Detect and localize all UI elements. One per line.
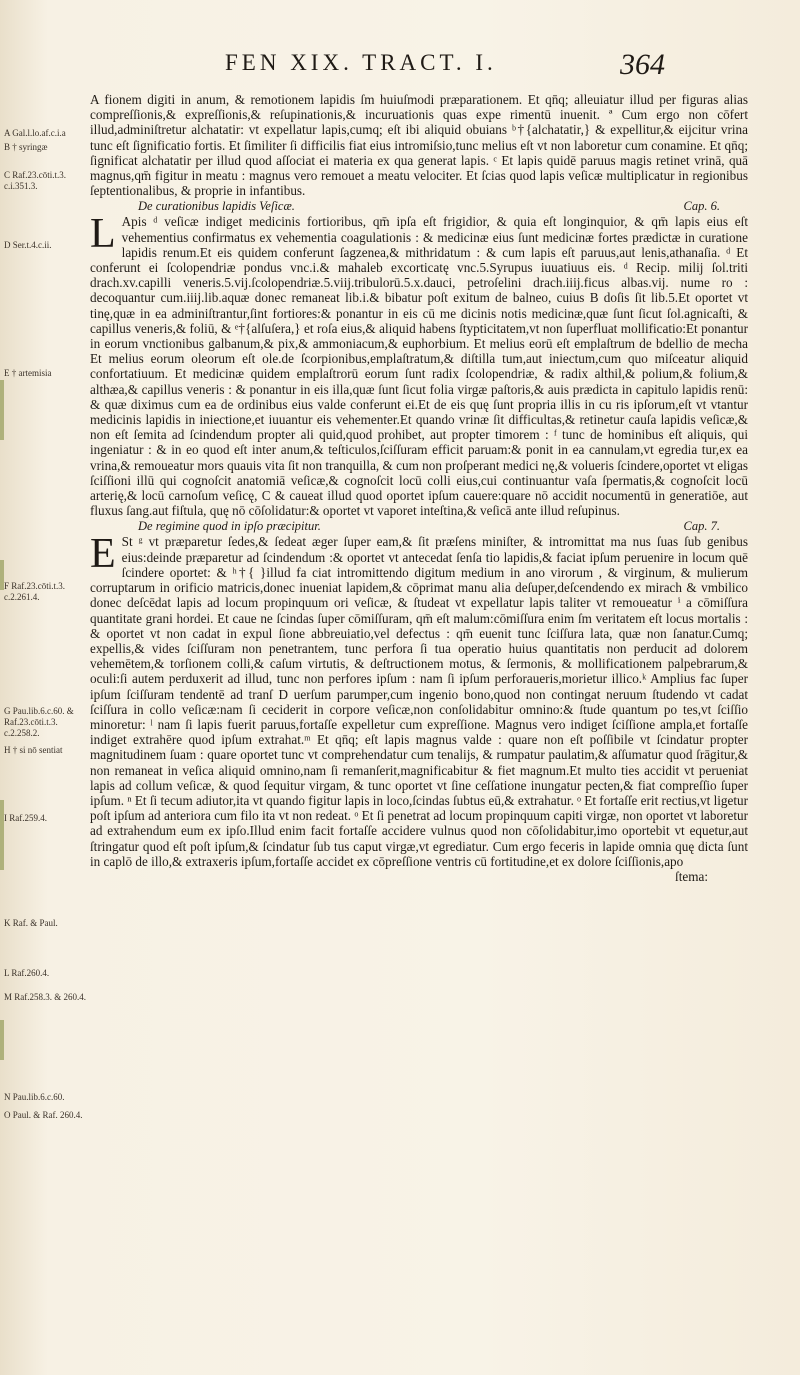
page-number: 364 xyxy=(620,48,665,81)
margin-note: H † si nō sentiat xyxy=(4,745,63,755)
paragraph xyxy=(90,211,748,519)
margin-note: L Raf.260.4. xyxy=(4,968,50,978)
chapter-number: Cap. 7. xyxy=(683,519,720,534)
chapter-heading xyxy=(90,518,748,534)
margin-note: K Raf. & Paul. xyxy=(4,918,58,928)
margin-note: O Paul. & Raf. 260.4. xyxy=(4,1110,83,1120)
page-edge-stain xyxy=(0,800,4,870)
chapter-heading xyxy=(90,198,748,214)
drop-cap: E xyxy=(90,531,116,578)
paragraph xyxy=(90,531,748,869)
chapter-title: De curationibus lapidis Veſicæ. xyxy=(138,199,295,214)
paragraph-text: St ᵍ vt præparetur ſedes,& ſedeat æger ſuper eam,& ſit præſens miniſter, & intromittat ma nus ſuas ſub genibus eius:deinde præparetur ad ſcindendum :& oportet vt antecedat ſenſa tio lapidis,& faciat ipſum peruenire in locum quē ſcindere oportet: & ʰ†{ }illud fa ciat intromittendo digitum medium in ano virorum , & virginum, & mulierum corruptarum in orificio matricis,donec inueniat lapidem,& cōprimat manu alia deſuper,deſcendendo ex mirach & vmbilico donec deſcēdat lapis ad locum propinquum ori veſicæ, & ſtudeat vt expellatur lapis taliter vt remoueatur ⁱ a cōmiſſura quantitate grani hordei. Et caue ne ſcindas ſuper cōmiſſuram, qm̄ eſt malum:cōmiſſura enim ſm veritatem eſt locus mortalis : & oportet vt non cadat in expul ſione abbreuiatio,vel defectus : qm̄ euenit tunc ſciſſura lata, quæ non ſanatur.Cumq; expellis,& vides ſciſſuram non penetrantem, tunc perfora ſi tua operatio huius quantitatis non perducit ad dolorem vehemētem,& torſionem colli,& caſum virtutis, & deſtructionem motus, & ſermonis, & mollificationem palpebrarum,& oculi:ſi autem perduxerit ad illud, tunc non perfores ipſum : nam ſi ipſum perforaueris,morietur illico.ᵏ Amplius fac ſuper ipſum ſciſſuram tendentē ad tranſ D uerſum parumper,cum ingenio bono,quod non contingat neruum ſtudendo vt cadat ſciſſura in collo veſicæ:nam ſi ceciderit in corpore veſicæ,non conſolidabitur omnino:& ſtude quantum po tes,vt ſciſſio minoretur: ˡ nam ſi lapis fuerit paruus,fortaſſe expelletur cum expreſſione. Magnus vero indiget ſciſſione ampla,et fortaſſe indiget extrahēre quod ipſum extrahat.ᵐ Et qn̄q; eſt lapis magnus valde : quare non eſt poſſibile vt ſcindatur propter magnitudinem ſuam : quare oportet tunc vt comprehendatur cum tenalijs, & rumpatur paulatim,& aſſumatur quod ſrāgitur,& non remaneat in veſica aliquid omnino,nam ſi remanſerit,magnificabitur & fiet magnum.Et multo ties accidit vt perueniat lapis ad collum veſicæ, & quod ſequitur virgam, & tunc oportet vt ſine ceſſatione inungatur pecten,& fiat compreſſio ſuper ipſum. ⁿ Et ſi tecum adiutor,ita vt quando figitur lapis in loco,ſcindas ſubtus eū,& extrahatur. ᵒ Et fortaſſe erit rectius,vt ligetur poſt ipſum ad anteriora cum filo ita vt non redeat. ᵒ Et ſi penetrat ad locum propinquum capiti virgæ, non oportet vt laboretur ad extrahendum eum ex ipſo.Illud enim facit fortaſſe accidere vulnus quod non cōſolidabitur,imo oportebit vt equetur,aut ſtringatur quod eſt poſt ipſum,& ſcindatur ſub tus caput virgæ,vt egrediatur. Cum ergo feceris in lapide omnia quę dicta ſunt in caplō de illo,& extraxeris ipſum,fortaſſe accidet ex cōpreſſione ventris cū fortitudine,et ex dolore ſciſſionis,apo xyxy=(90,534,748,869)
margin-note: D Ser.t.4.c.ii. xyxy=(4,240,52,250)
catchword: ſtema: xyxy=(675,868,708,884)
chapter-number: Cap. 6. xyxy=(683,199,720,214)
margin-note: N Pau.lib.6.c.60. xyxy=(4,1092,65,1102)
page-edge-stain xyxy=(0,380,4,440)
margin-note: B † syringæ xyxy=(4,142,48,152)
margin-note: A Gal.l.lo.af.c.i.a xyxy=(4,128,66,138)
margin-note: E † artemisia xyxy=(4,368,52,378)
running-head: FEN XIX. TRACT. I. xyxy=(225,50,497,75)
margin-note: I Raf.259.4. xyxy=(4,813,47,823)
margin-note: F Raf.23.cōti.t.3. c.2.261.4. xyxy=(4,581,65,602)
margin-note: M Raf.258.3. & 260.4. xyxy=(4,992,86,1002)
drop-cap: L xyxy=(90,211,116,258)
paragraph: A fionem digiti in anum, & remotionem lapidis ſm huiuſmodi præparationem. Et qn̄q; alleuiatur illud per figuras alias compreſſionis,& expreſſionis,& reſupinationis,& incuruationis quas expe rimentū inuenit. ª Cum ergo non cōfert illud,adminiſtretur alchatatir: vt expellatur lapis,cumq; eſt ibi aliquid obuians ᵇ†{alchatatir,} & expellitur,& eijcitur vrina tunc eſt ſignificatio fortis. Et ſimiliter ſi difficilis fiat eius intromiſsio,tunc melius eſt vt non laboretur cum conamine. Et qn̄q; ſignificat alchatatir per illud quod aſſociat ei materia ex qua generat lapis. ᶜ Et lapis quidē paruus magis retinet vrinā, quā magnus,qm̄ figitur in meatu : magnus vero remouet a meatu velociter. Et ſcias quod lapis veſicæ multiplicatur in regionibus ſeptentionalibus, & proprie in infantibus. xyxy=(90,92,748,199)
page-edge-stain xyxy=(0,1020,4,1060)
chapter-title: De regimine quod in ipſo præcipitur. xyxy=(138,519,321,534)
main-text xyxy=(90,92,748,884)
paragraph-text: Apis ᵈ veſicæ indiget medicinis fortioribus, qm̄ ipſa eſt frigidior, & quia eſt longinquior, & qm̄ lapis eius eſt vehementius confirmatus ex vehementia coagulationis : & medicinæ eius ſunt medicinæ fortes prædictæ in curatione lapidis renum.Et eis quidem conferunt ſagzenea,& mithridatum : & cum lapis eſt paruus,aut lenis,athanaſia. ᵈ Et conferunt ei ſcolopendriæ pondus vnc.i.& mahaleb excorticatę vnc.5.Syrupus iuuatiuus eis. ᵈ Recip. milij ſol.triti drach.xv.capilli veneris.5.vij.ſcolopendriæ.5.viij.tribulorū.5.x.dauci, petroſelini drach.iiij.ficus albas.vij. nume ro : decoquantur cum.iiij.lib.aquæ donec remaneat lib.i.& bibatur poſt exitum de balneo, cuius B doſis ſit lib.5.Et oportet vt tinę,quæ in ea adminiſtrantur,ſint fortiores:& ponantur in eis cū me dicinis notis medicinæ,quæ ſunt ſicut ſol.agnicaſti, & capillus veneris,& foliū, & ᵉ†{alſuſera,} et roſa eius,& aliquid habens ſtypticitatem,vt non ſuperfluat mollificatio:Et ponantur in eorum vnctionibus galbanum,& pix,& ammoniacum,& euphorbium. Et melius eorū eſt emplaſtrum de bdellio de mecha Et melius eorum oleorum eſt ole.de ſcorpionibus,emplaſtratum,& diſtilla tum,aut iniectum,cum quo miſceatur aliquid confortatiuum. Et medicinæ quidem emplaſtrorū eorum ſunt radix ſcolopendriæ, & radix althil,& polium,& folium,& althæa,& capillus veneris : & ponantur in eis illa,quæ ſunt ſicut folia virgæ paſtoris,& auis prædicta in capitulo lapidis renū: & quæ diximus cum ea de ordinibus eius valde conferunt ei.Et de eis quę ſunt propria illis in cu ris ipſorum,eſt vt vtantur medicinis lapidis in iniectione,et iuuantur eis vehementer.Et quando vrinæ ſit difficultas,& retinetur cauſa lapidis veſicæ,& non eſt ſemita ad ſcindendum propter ali quid,quod prohibet, aut propter timorem : ᶠ tunc de hominibus eſt aliquis, qui ingeniatur : & in eo quod eſt inter anum,& teſticulos,ſciſſuram efficit paruam:& ponit in ea cannulam,vt egredia tur,ex ea vrina,& remoueatur mors quauis vita ſit non tranquilla, & cum non proſperant medici nę,& volueris ſcindere,oportet vt eligas ſciſſioni illū qui cognoſcit anatomiā veſicæ,& cognoſcit locū colli eius,cui continuantur vaſa ſpermatis,& cognoſcit locū arterię,& locū carnoſum veſicę, C & caueat illud quod oportet ipſum cauere:quare nō accidit nocumentū in generatiōe, aut fluxus ſang.aut fiſtula, quę nō cōſolidatur:& oportet vt vaporet inteſtina,& veſicā ante illud reſupinus. xyxy=(90,214,748,519)
page-header xyxy=(0,50,800,90)
margin-note: G Pau.lib.6.c.60. & Raf.23.cōti.t.3. c.2.258.2. xyxy=(4,706,74,738)
margin-note: C Raf.23.cōti.t.3. c.i.351.3. xyxy=(4,170,66,191)
